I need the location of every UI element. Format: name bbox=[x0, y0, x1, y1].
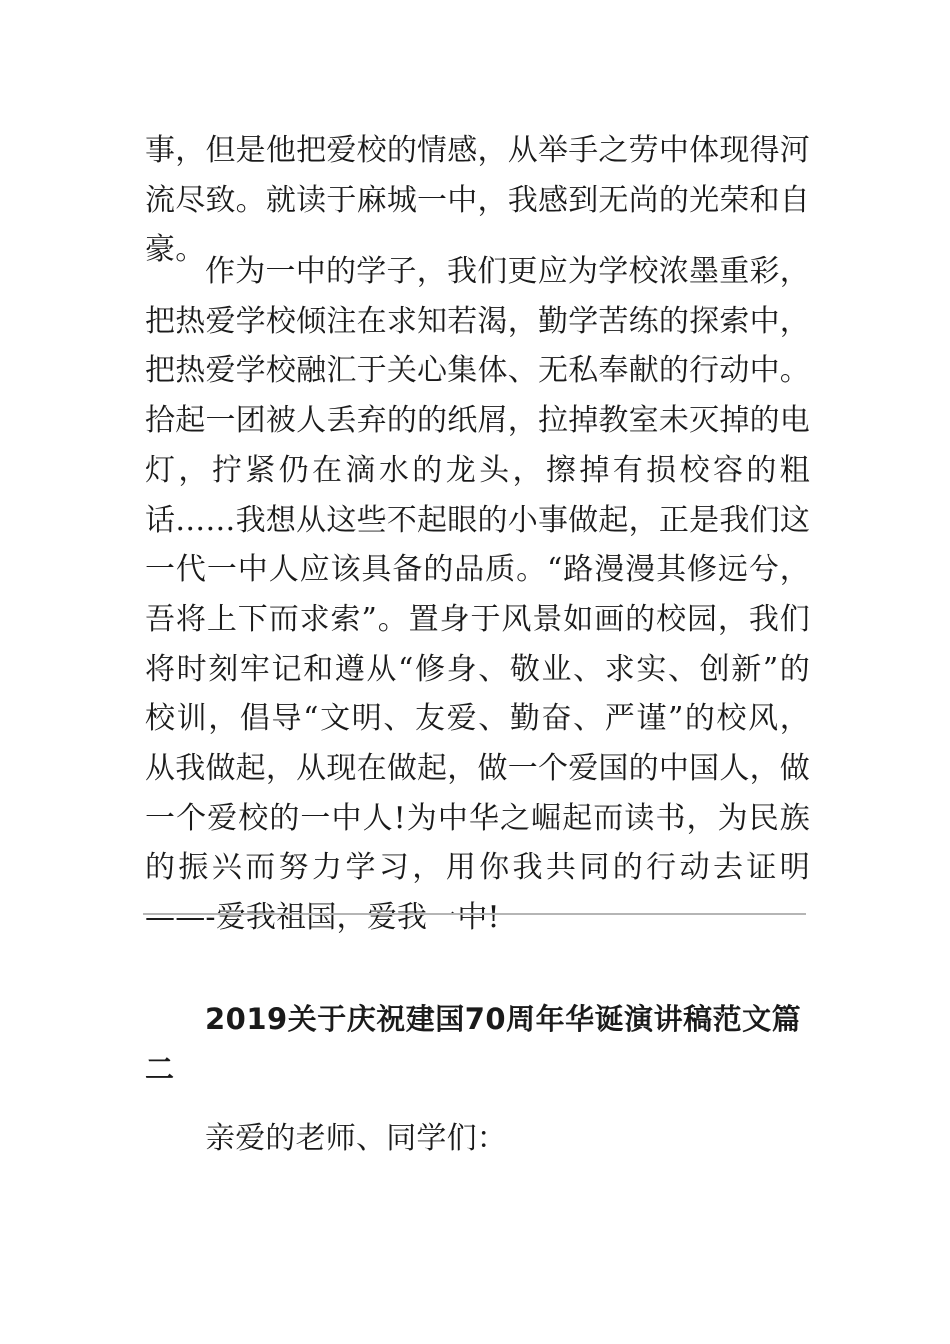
greeting-line: 亲爱的老师、同学们： bbox=[205, 1121, 507, 1156]
paragraph-continuation: 事，但是他把爱校的情感，从举手之劳中体现得河流尽致。就读于麻城一中，我感到无尚的光荣和自豪。 bbox=[145, 133, 810, 268]
paragraph-body: 作为一中的学子，我们更应为学校浓墨重彩，把热爱学校倾注在求知若渴，勤学苦练的探索中，把热爱学校融汇于关心集体、无私奉献的行动中。拾起一团被人丢弃的的纸屑，拉掉教室未灭掉的电灯，拧紧仍在滴水的龙头，擦掉有损校容的粗话……我想从这些不起眼的小事做起，正是我们这一代一中人应该具备的品质。“路漫漫其修远兮，吾将上下而求索”。置身于风景如画的校园，我们将时刻牢记和遵从“修身、敬业、求实、创新”的校训，倡导“文明、友爱、勤奋、严谨”的校风，从我做起，从现在做起，做一个爱国的中国人，做一个爱校的一中人!为中华之崛起而读书，为民族的振兴而努力学习，用你我共同的行动去证明——-爱我祖国，爱我一中! bbox=[145, 254, 810, 936]
section-divider bbox=[143, 913, 806, 915]
section-heading: 2019关于庆祝建国70周年华诞演讲稿范文篇二 bbox=[145, 1002, 802, 1086]
